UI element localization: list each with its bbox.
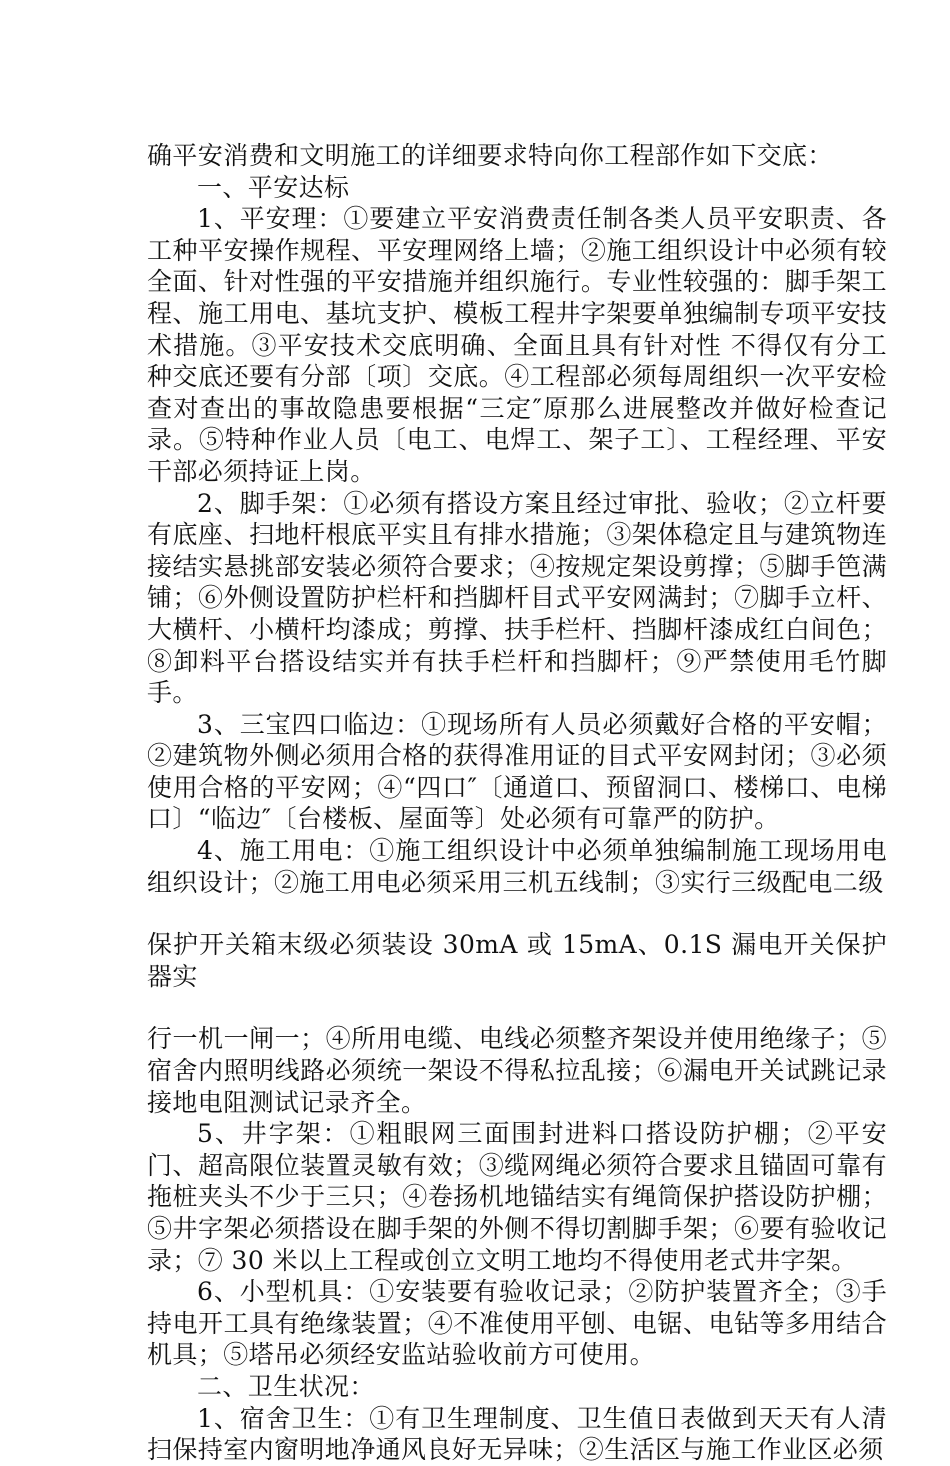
paragraph-three-treasures: 3、三宝四口临边：①现场所有人员必须戴好合格的平安帽；②建筑物外侧必须用合格的获得准用证的目式平安网封闭；③必须使用合格的平安网；④“四口″〔通道口、预留洞口、楼梯口、电梯口〕“临边″〔台楼板、屋面等〕处必须有可靠严的防护。 [147,709,887,834]
power-line-2: 保护开关箱末级必须装设 30mA 或 15mA、0.1S 漏电开关保护器实 [147,930,887,991]
power-line-1: 4、施工用电：①施工组织设计中必须单独编制施工现场用电组织设计；②施工用电必须采用三机五线制；③实行三级配电二级 [147,836,887,897]
section-heading-hygiene: 二、卫生状况： [197,1371,375,1401]
paragraph-safety-management: 1、平安理：①要建立平安消费责任制各类人员平安职责、各工种平安操作规程、平安理网络上墙；②施工组织设计中必须有较全面、针对性强的平安措施并组织施行。专业性较强的：脚手架工程、施工用电、基坑支护、模板工程井字架要单独编制专项平安技术措施。③平安技术交底明确、全面且具有针对性 不得仅有分工种交底还要有分部〔项〕交底。④工程部必须每周组织一次平安检查对查出的事故隐患要根据“三定″原那么进展整改并做好检查记录。⑤特种作业人员〔电工、电焊工、架子工〕、工程经理、平安干部必须持证上岗。 [147,204,887,486]
paragraph-derrick: 5、井字架：①粗眼网三面围封进料口搭设防护棚；②平安门、超高限位装置灵敏有效；③缆网绳必须符合要求且锚固可靠有拖桩夹头不少于三只；④卷扬机地锚结实有绳筒保护搭设防护棚；⑤井字架必须搭设在脚手架的外侧不得切割脚手架；⑥要有验收记录；⑦ 30 米以上工程或创立文明工地均不得使用老式井字架。 [147,1119,887,1275]
paragraph-scaffolding: 2、脚手架：①必须有搭设方案且经过审批、验收；②立杆要有底座、扫地杆根底平实且有排水措施；③架体稳定且与建筑物连接结实悬挑部安装必须符合要求；④按规定架设剪撑；⑤脚手笆满铺；⑥外侧设置防护栏杆和挡脚杆目式平安网满封；⑦脚手立杆、大横杆、小横杆均漆成；剪撑、扶手栏杆、挡脚杆漆成红白间色；⑧卸料平台搭设结实并有扶手栏杆和挡脚杆；⑨严禁使用毛竹脚手。 [147,488,887,708]
intro-line: 确平安消费和文明施工的详细要求特向你工程部作如下交底： [147,141,833,170]
paragraph-construction-power [147,835,887,1118]
document-body [147,140,887,1466]
paragraph-small-tools: 6、小型机具：①安装要有验收记录；②防护装置齐全；③手持电开工具有绝缘装置；④不准使用平刨、电锯、电钻等多用结合机具；⑤塔吊必须经安监站验收前方可使用。 [147,1277,887,1370]
paragraph-dormitory-hygiene: 1、宿舍卫生：①有卫生理制度、卫生值日表做到天天有人清扫保持室内窗明地净通风良好无异味；②生活区与施工作业区必须 [147,1403,887,1465]
power-line-3: 行一机一闸一；④所用电缆、电线必须整齐架设并使用绝缘子；⑤宿舍内照明线路必须统一架设不得私拉乱接；⑥漏电开关试跳记录接地电阻测试记录齐全。 [147,1024,887,1117]
section-heading-safety: 一、平安达标 [197,172,350,202]
